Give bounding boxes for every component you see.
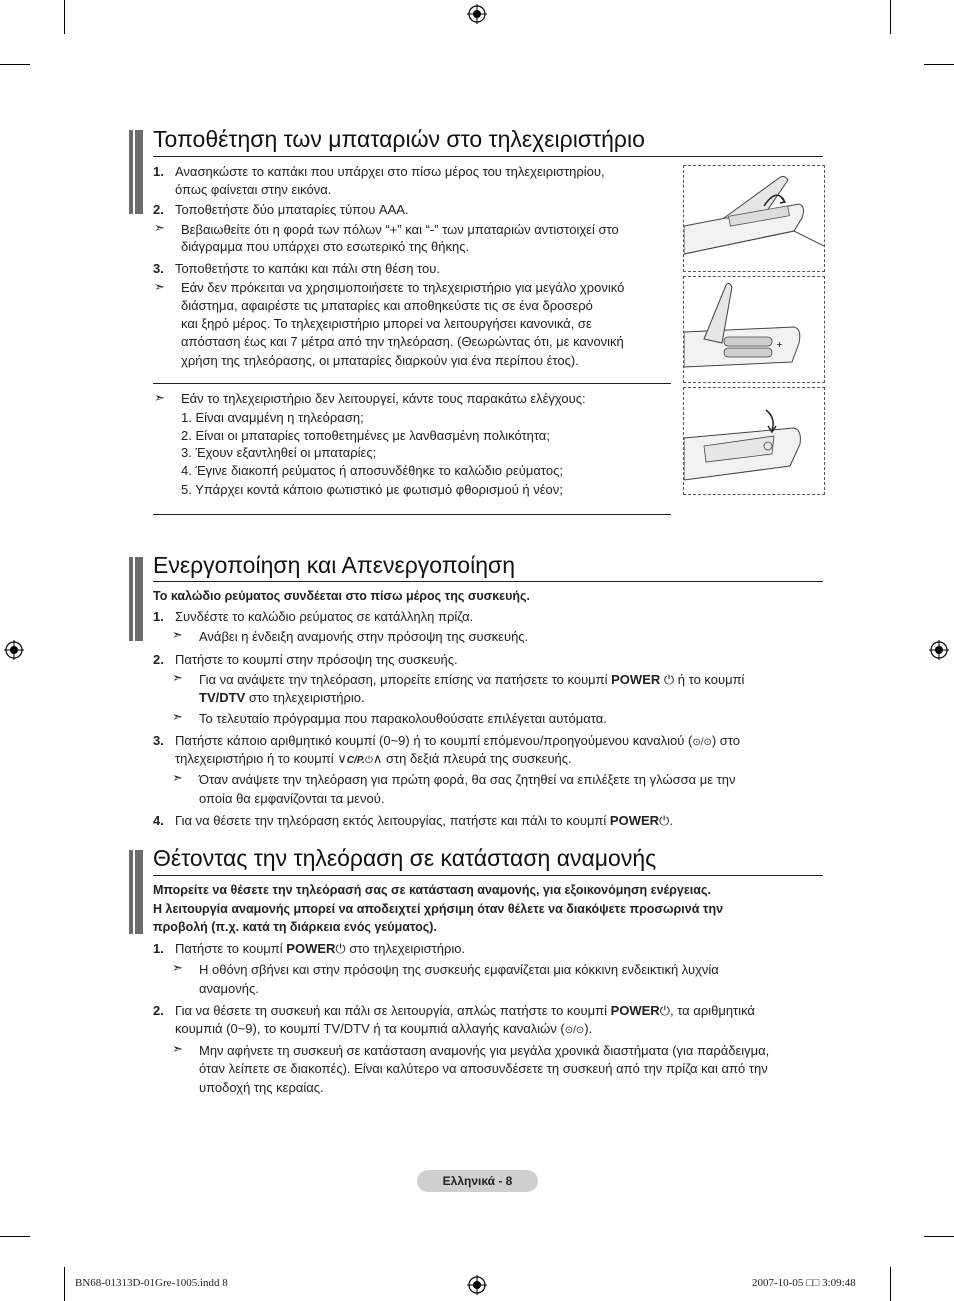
- power-button-label: POWER: [609, 813, 660, 828]
- step-text: [175, 940, 465, 958]
- title-rule: [153, 875, 823, 876]
- step-text-part: ).: [584, 1021, 593, 1036]
- step-text-part: τηλεχειριστήριο ή το κουμπί: [175, 751, 338, 766]
- tvdtv-button-label: TV/DTV: [199, 690, 246, 705]
- remote-illustration-batteries: [683, 276, 825, 383]
- section-intro: Η λειτουργία αναμονής μπορεί να αποδειχτεί χρήσιμη όταν θέλετε να διακόψετε προσωρινά την: [153, 902, 724, 916]
- note-text: [199, 689, 365, 707]
- step-text-part: .: [669, 813, 673, 828]
- check-item: 3. Έχουν εξαντληθεί οι μπαταρίες;: [181, 445, 377, 460]
- channel-up-down-icon: ⊙/⊙: [692, 737, 712, 748]
- page-number-tab: Ελληνικά - 8: [417, 1170, 538, 1192]
- step-text: [175, 812, 673, 830]
- check-intro: Εάν το τηλεχειριστήριο δεν λειτουργεί, κάντε τους παρακάτω ελέγχους:: [181, 391, 586, 406]
- step-text-part: στο τηλεχειριστήριο.: [345, 941, 466, 956]
- step-number: 2.: [153, 1003, 164, 1018]
- note-text: Ανάβει η ένδειξη αναμονής στην πρόσοψη της συσκευής.: [199, 629, 529, 644]
- step-text: [175, 732, 740, 752]
- section-bar: [129, 130, 143, 214]
- footer-filename: BN68-01313D-01Gre-1005.indd 8: [75, 1277, 228, 1289]
- note-arrow-icon: ➣: [172, 627, 183, 642]
- section-bar: [129, 557, 143, 641]
- remote-illustration-open: [683, 165, 825, 272]
- step-text: Ανασηκώστε το καπάκι που υπάρχει στο πίσω μέρος του τηλεχειριστηρίου,: [175, 164, 605, 179]
- power-button-label: POWER: [611, 672, 661, 687]
- step-text: όπως φαίνεται στην εικόνα.: [175, 182, 332, 197]
- note-text: όταν λείπετε σε διακοπές). Είναι καλύτερο να αποσυνδέσετε τη συσκευή από την πρίζα και από την: [199, 1061, 768, 1076]
- step-text-part: Πατήστε κάποιο αριθμητικό κουμπί (0~9) ή το κουμπί επόμενου/προηγούμενου καναλιού (: [175, 733, 693, 748]
- step-text-part: Για να θέσετε τη συσκευή και πάλι σε λειτουργία, απλώς πατήστε το κουμπί: [175, 1003, 611, 1018]
- check-item: 5. Υπάρχει κοντά κάποιο φωτιστικό με φωτισμό φθορισμού ή νέον;: [181, 482, 563, 497]
- note-text-part: στο τηλεχειριστήριο.: [245, 690, 365, 705]
- step-number: 2.: [153, 202, 164, 217]
- note-text: υποδοχή της κεραίας.: [199, 1080, 324, 1095]
- step-text: Πατήστε το κουμπί στην πρόσοψη της συσκευής.: [175, 652, 458, 667]
- note-text: Το τελευταίο πρόγραμμα που παρακολουθούσατε επιλέγεται αυτόματα.: [199, 711, 607, 726]
- crop-mark: [890, 0, 891, 34]
- note-arrow-icon: ➣: [172, 960, 183, 975]
- note-arrow-icon: ➣: [154, 390, 165, 405]
- registration-mark-icon: [467, 1275, 487, 1295]
- note-text-part: Για να ανάψετε την τηλεόραση, μπορείτε επίσης να πατήσετε το κουμπί: [199, 672, 612, 687]
- crop-mark: [64, 0, 65, 34]
- step-text: [175, 1002, 755, 1020]
- footer-date: 2007-10-05 □□ 3:09:48: [752, 1277, 856, 1289]
- chevron-up-icon: ∧: [372, 751, 383, 766]
- step-text-part: ) στο: [711, 733, 741, 748]
- note-text: αναμονής.: [199, 981, 259, 996]
- note-text: διάστημα, αφαιρέστε τις μπαταρίες και αποθηκεύστε τις σε ένα δροσερό: [181, 298, 593, 313]
- power-icon: ⏻: [335, 941, 346, 956]
- power-icon: ⏻: [659, 1003, 670, 1018]
- step-number: 4.: [153, 813, 164, 828]
- section-title-standby: Θέτοντας την τηλεόραση σε κατάσταση αναμονής: [153, 845, 657, 871]
- step-number: 3.: [153, 733, 164, 748]
- box-rule: [153, 514, 671, 515]
- step-number: 1.: [153, 609, 164, 624]
- cp-button-label: C/P.: [346, 755, 365, 766]
- step-text: [175, 750, 572, 770]
- step-text-part: , τα αριθμητικά: [670, 1003, 755, 1018]
- step-text-part: Πατήστε το κουμπί: [175, 941, 287, 956]
- chevron-down-icon: ∨: [337, 751, 347, 766]
- title-rule: [153, 156, 823, 157]
- channel-up-down-icon: ⊙/⊙: [564, 1025, 585, 1036]
- registration-mark-icon: [4, 640, 24, 660]
- note-text: και ξηρό μέρος. Το τηλεχειριστήριο μπορεί να λειτουργήσει κανονικά, σε: [181, 316, 592, 331]
- step-text-part: στη δεξιά πλευρά της συσκευής.: [382, 751, 572, 766]
- note-text: χρήση της τηλεόρασης, οι μπαταρίες διαρκούν για ένα περίπου έτος).: [181, 353, 579, 368]
- check-item: 2. Είναι οι μπαταρίες τοποθετημένες με λανθασμένη πολικότητα;: [181, 428, 550, 443]
- power-button-label: POWER: [286, 941, 336, 956]
- note-text: απόσταση έως και 7 μέτρα από την τηλεόραση. (Θεωρώντας ότι, με κανονική: [181, 334, 624, 349]
- svg-text:+: +: [776, 340, 783, 349]
- registration-mark-icon: [929, 640, 949, 660]
- note-arrow-icon: ➣: [154, 279, 165, 294]
- note-text: Όταν ανάψετε την τηλεόραση για πρώτη φορά, θα σας ζητηθεί να επιλέξετε τη γλώσσα με την: [199, 772, 736, 787]
- section-intro: προβολή (π.χ. κατά τη διάρκεια ενός γεύματος).: [153, 920, 437, 934]
- step-number: 1.: [153, 941, 164, 956]
- registration-mark-icon: [467, 4, 487, 24]
- section-title-power: Ενεργοποίηση και Απενεργοποίηση: [153, 552, 515, 578]
- note-arrow-icon: ➣: [172, 670, 183, 685]
- note-arrow-icon: ➣: [172, 709, 183, 724]
- step-text: [175, 1020, 592, 1040]
- note-text: Η οθόνη σβήνει και στην πρόσοψη της συσκευής εμφανίζεται μια κόκκινη ενδεικτική λυχνία: [199, 962, 719, 977]
- crop-mark: [0, 64, 30, 65]
- section-bar: [129, 850, 143, 934]
- step-text: Τοποθετήστε δύο μπαταρίες τύπου AAA.: [175, 202, 409, 217]
- note-text-part: ή το κουμπί: [674, 672, 745, 687]
- step-text: Τοποθετήστε το καπάκι και πάλι στη θέση του.: [175, 261, 440, 276]
- power-icon: ⏻: [364, 755, 373, 766]
- note-text: Μην αφήνετε τη συσκευή σε κατάσταση αναμονής για μεγάλα χρονικά διαστήματα (για παράδειγμα,: [199, 1043, 770, 1058]
- power-button-label: POWER: [610, 1003, 660, 1018]
- step-text: Συνδέστε το καλώδιο ρεύματος σε κατάλληλη πρίζα.: [175, 609, 474, 624]
- title-rule: [153, 581, 823, 582]
- power-icon: ⏻: [660, 672, 675, 687]
- box-rule: [153, 383, 671, 384]
- note-arrow-icon: ➣: [154, 220, 165, 235]
- step-number: 2.: [153, 652, 164, 667]
- section-intro: Μπορείτε να θέσετε την τηλεόρασή σας σε κατάσταση αναμονής, για εξοικονόμηση ενέργειας.: [153, 883, 711, 897]
- crop-mark: [890, 1267, 891, 1301]
- crop-mark: [0, 1236, 30, 1237]
- note-text: [199, 671, 744, 689]
- crop-mark: [924, 64, 954, 65]
- check-item: 4. Έγινε διακοπή ρεύματος ή αποσυνδέθηκε το καλώδιο ρεύματος;: [181, 463, 563, 478]
- power-icon: ⏻: [659, 813, 670, 828]
- step-text-part: κουμπιά (0~9), το κουμπί TV/DTV ή τα κουμπιά αλλαγής καναλιών (: [175, 1021, 565, 1036]
- section-intro: Το καλώδιο ρεύματος συνδέεται στο πίσω μέρος της συσκευής.: [153, 589, 530, 603]
- note-text: διάγραμμα που υπάρχει στο εσωτερικό της θήκης.: [181, 239, 470, 254]
- step-number: 1.: [153, 164, 164, 179]
- note-text: Εάν δεν πρόκειται να χρησιμοποιήσετε το τηλεχειριστήριο για μεγάλο χρονικό: [181, 280, 625, 295]
- crop-mark: [924, 1236, 954, 1237]
- note-text: Βεβαιωθείτε ότι η φορά των πόλων “+” και “-” των μπαταριών αντιστοιχεί στο: [181, 222, 619, 237]
- crop-mark: [64, 1267, 65, 1301]
- note-arrow-icon: ➣: [172, 770, 183, 785]
- step-number: 3.: [153, 261, 164, 276]
- step-text-part: Για να θέσετε την τηλεόραση εκτός λειτουργίας, πατήστε και πάλι το κουμπί: [175, 813, 610, 828]
- section-title-batteries: Τοποθέτηση των μπαταριών στο τηλεχειριστήριο: [153, 126, 645, 152]
- note-arrow-icon: ➣: [172, 1041, 183, 1056]
- note-text: οποία θα εμφανίζονται τα μενού.: [199, 791, 385, 806]
- check-item: 1. Είναι αναμμένη η τηλεόραση;: [181, 410, 364, 425]
- remote-illustration-close: [683, 387, 825, 495]
